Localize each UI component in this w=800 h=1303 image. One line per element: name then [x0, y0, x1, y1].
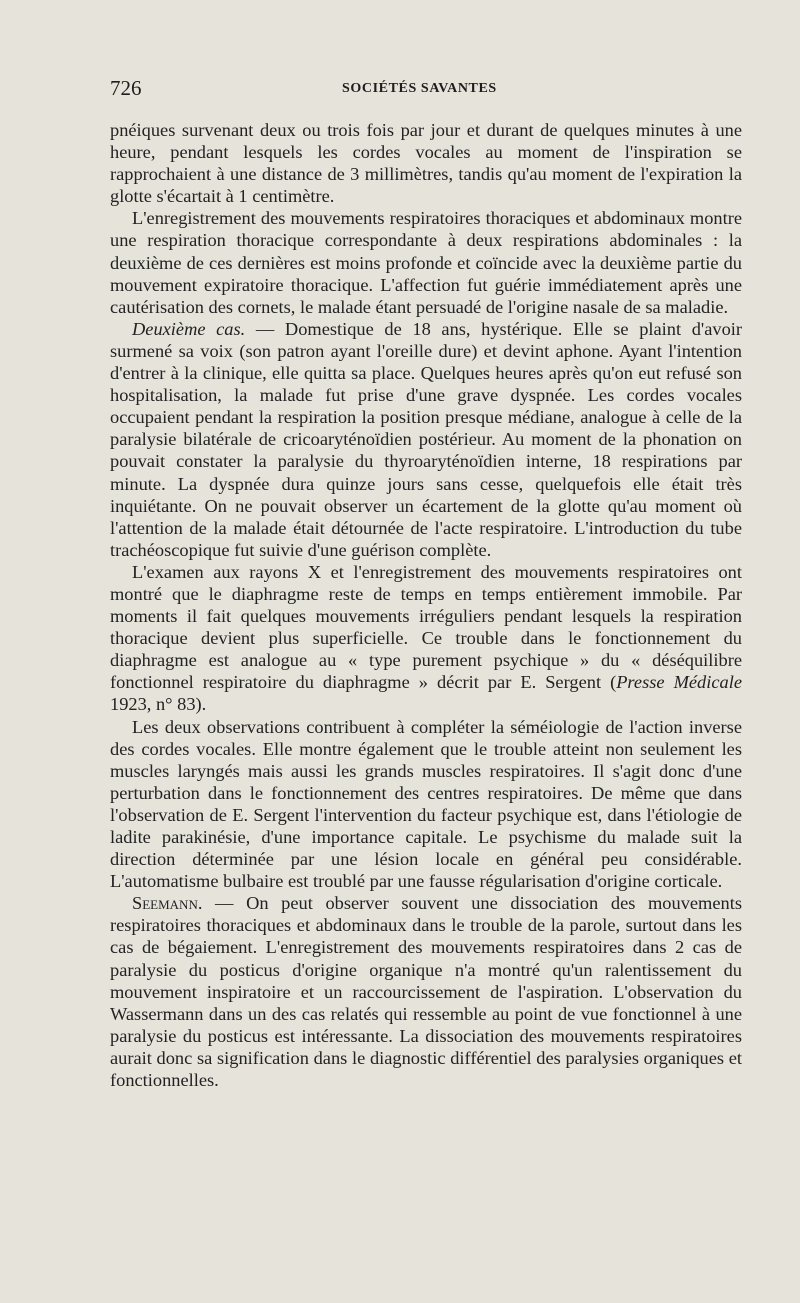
- page-header: [110, 76, 740, 100]
- body-text: [110, 119, 742, 1091]
- speaker-name: Seemann.: [132, 893, 203, 914]
- paragraph: L'examen aux rayons X et l'enregistrement des mouvements respiratoires ont montré que le diaphragme reste de temps en temps entièrement immobile. Par moments il fait quelques mouvements irréguliers pendant lesquels la respiration thoracique devient plus superficielle. Ce trouble dans le fonctionnement du diaphragme est analogue au « type purement psychique » du « déséquilibre fonctionnel respiratoire du diaphragme » décrit par E. Sergent (Presse Médicale 1923, n° 83).: [110, 561, 742, 715]
- journal-citation: Presse Médicale: [616, 672, 742, 693]
- paragraph: Les deux observations contribuent à compléter la séméiologie de l'action inverse des cordes vocales. Elle montre également que le trouble atteint non seulement les muscles laryngés mais aussi les grands muscles respiratoires. Il s'agit donc d'une perturbation dans le fonctionnement des centres respiratoires. De même que dans l'observation de E. Sergent l'intervention du facteur psychique est, dans l'étiologie de ladite parakinésie, d'une importance capitale. Le psychisme du malade suit la direction déterminée par une lésion locale en général peu considérable. L'automatisme bulbaire est troublé par une fausse régularisation d'origine corticale.: [110, 716, 742, 892]
- running-title: SOCIÉTÉS SAVANTES: [342, 81, 497, 96]
- paragraph: pnéiques survenant deux ou trois fois par jour et durant de quelques minutes à une heure, pendant lesquels les cordes vocales au moment de l'inspiration se rapprochaient à une distance de 3 millimètres, tandis qu'au moment de l'expiration la glotte s'écartait à 1 centimètre.: [110, 120, 742, 207]
- page-number: 726: [110, 76, 142, 100]
- paragraph: L'enregistrement des mouvements respiratoires thoraciques et abdominaux montre une respiration thoracique correspondante à deux respirations abdominales : la deuxième de ces dernières est moins profonde et coïncide avec la deuxième partie du mouvement expiratoire thoracique. L'affection fut guérie immédiatement après une cautérisation des cornets, le malade étant persuadé de l'origine nasale de sa maladie.: [110, 208, 742, 317]
- paragraph: Deuxième cas. — Domestique de 18 ans, hystérique. Elle se plaint d'avoir surmené sa voix (son patron ayant l'oreille dure) et devint aphone. Ayant l'intention d'entrer à la clinique, elle quitta sa place. Quelques heures après qu'on eut refusé son hospitalisation, la malade fut prise d'une grave dyspnée. Les cordes vocales occupaient pendant la respiration la position presque médiane, analogue à celle de la paralysie bilatérale de cricoaryténoïdien postérieur. Au moment de la phonation on pouvait constater la paralysie du thyroaryténoïdien interne, 18 respirations par minute. La dyspnée dura quinze jours sans cesse, quelquefois elle était très inquiétante. On ne pouvait observer un écartement de la glotte qu'au moment où l'attention de la malade était détournée de l'acte respiratoire. L'introduction du tube trachéoscopique fut suivie d'une guérison complète.: [110, 318, 742, 560]
- paragraph: Seemann. — On peut observer souvent une dissociation des mouvements respiratoires thoraciques et abdominaux dans le trouble de la parole, surtout dans les cas de bégaiement. L'enregistrement des mouvements respiratoires dans 2 cas de paralysie du posticus d'origine organique n'a montré qu'un ralentissement du mouvement inspiratoire et un raccourcissement de l'aspiration. L'observation du Wassermann dans un des cas relatés qui ressemble au point de vue fonctionnel à une paralysie du posticus est intéressante. La dissociation des mouvements respiratoires aurait donc sa signification dans le diagnostic différentiel des paralysies organiques et fonctionnelles.: [110, 893, 742, 1091]
- case-heading: Deuxième cas.: [132, 318, 246, 339]
